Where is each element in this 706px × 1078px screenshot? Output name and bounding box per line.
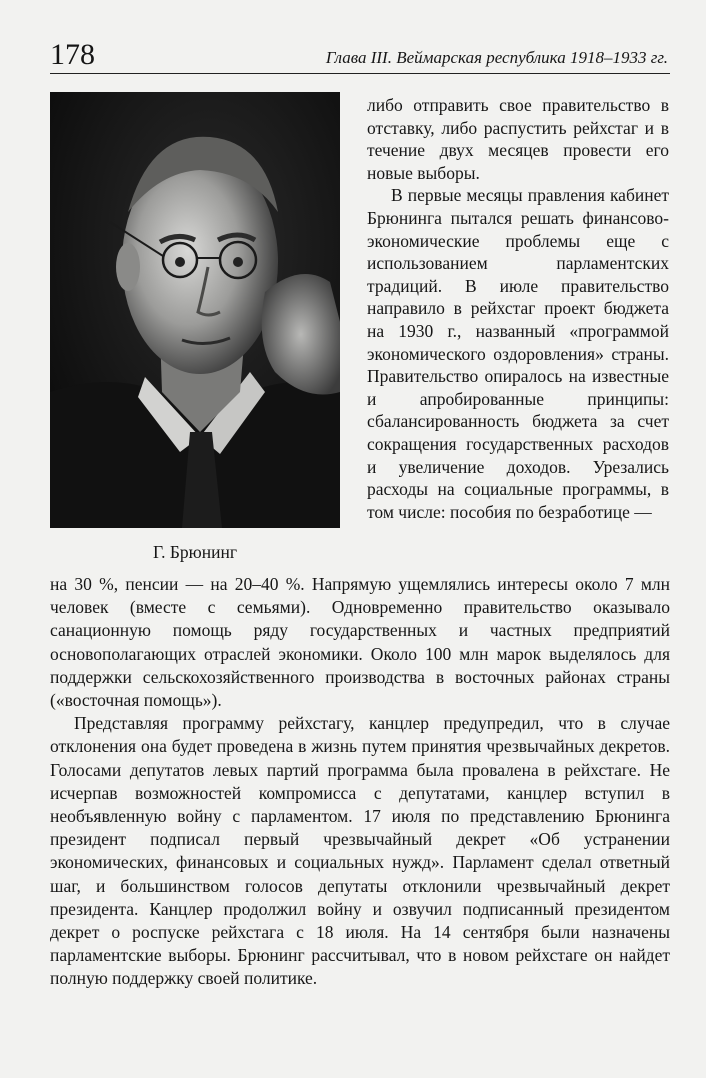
photo-caption: Г. Брюнинг bbox=[152, 542, 238, 562]
paragraph-continued: либо отправить свое правительство в отставку, либо распустить рейхстаг и в течение двух месяцев провести его новые выборы. bbox=[367, 95, 669, 183]
paragraph: Представляя программу рейхстагу, канцлер предупредил, что в случае отклонения она будет проведена в жизнь путем принятия чрезвычайных декретов. Голосами депутатов левых партий программа была провалена в рейхстаге. Не исчерпав возможностей компромисса с депутатами, канцлер вступил в необъявленную войну с парламентом. 17 июля по представлению Брюнинга президент подписал первый чрезвычайный декрет «Об устранении экономических, финансовых и социальных нужд». Парламент сделал ответный шаг, и большинством голосов депутаты отклонили чрезвычайный декрет президента. Канцлер продолжил войну и озвучил подписанный президентом декрет о роспуске рейхстага с 18 июля. На 14 сентября были назначены парламентские выборы. Брюнинг рассчитывал, что в новом рейхстаге он найдет полную поддержку своей политике. bbox=[50, 713, 670, 989]
page-header bbox=[50, 38, 670, 72]
header-rule bbox=[50, 73, 670, 74]
paragraph: В первые месяцы правления кабинет Брюнинга пытался решать финансово-экономические проблемы еще с использованием парламентских традиций. В июле правительство направило в рейхстаг проект бюджета на 1930 г., названный «программой экономического оздоровления» страны. Правительство опиралось на известные и апробированные принципы: сбалансированность бюджета за счет сокращения государственных расходов и увеличение доходов. Урезались расходы на социальные программы, в том числе: пособия по безработице — bbox=[367, 185, 669, 522]
running-title: Глава III. Веймарская республика 1918–1933 гг. bbox=[325, 48, 668, 67]
page-number: 178 bbox=[50, 38, 95, 71]
portrait-image bbox=[50, 92, 340, 528]
paragraph-continued: на 30 %, пенсии — на 20–40 %. Напрямую ущемлялись интересы около 7 млн человек (вместе с семьями). Одновременно правительство оказывало санационную помощь ряду государственных и частных предприятий основополагающих отраслей экономики. Около 100 млн марок выделялось для поддержки сельскохозяйственного производства в восточных районах страны («восточная помощь»). bbox=[50, 574, 670, 711]
full-width-text bbox=[50, 573, 670, 991]
portrait-photo bbox=[50, 92, 340, 528]
side-text-column bbox=[367, 94, 669, 523]
